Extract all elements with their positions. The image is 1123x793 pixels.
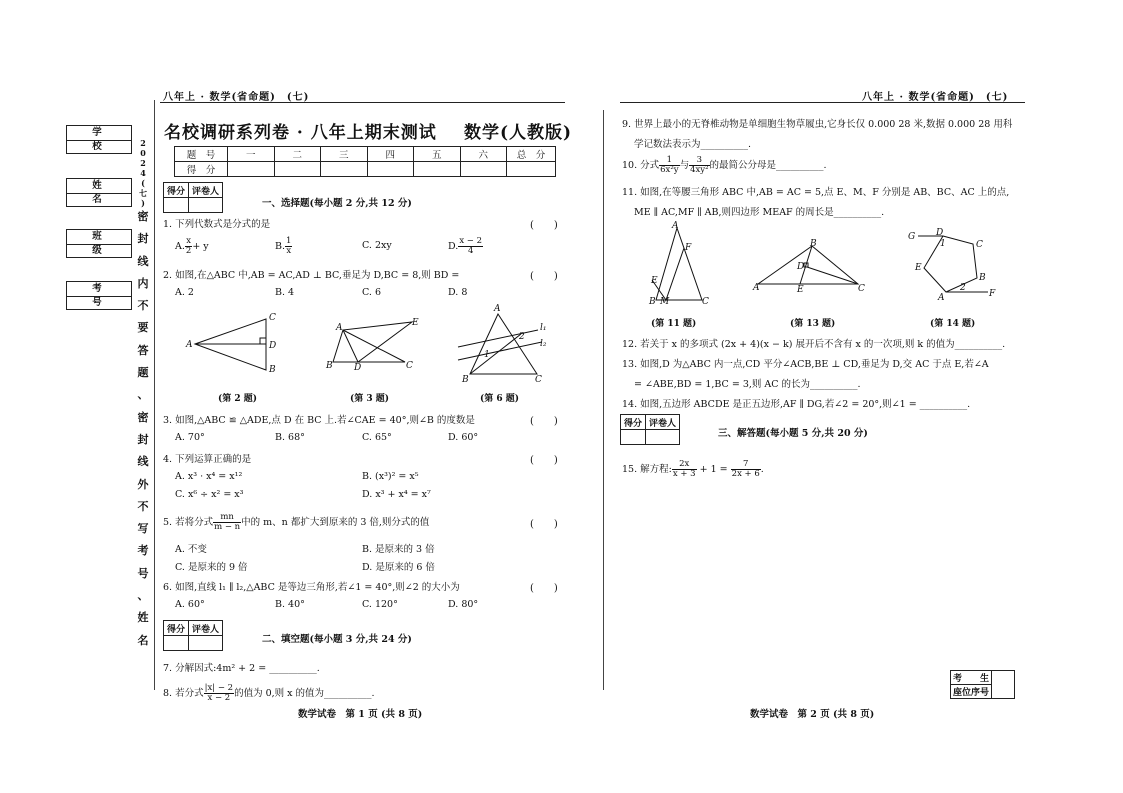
q14-label-b: B <box>979 273 986 283</box>
q1-option-d[interactable]: D. $\frac{x - 2}{4}$ <box>448 236 483 256</box>
q10-text[interactable]: 10. 分式 $\frac{1}{\text{6x²y}}$ 与 $\frac{3}{\text{4xy²}}$ 的最简公分母是__________. <box>622 155 827 175</box>
q3-option-c[interactable]: C. 65° <box>362 432 392 443</box>
q13-label-b: B <box>810 239 817 249</box>
q5-answer[interactable]: ( ) <box>530 519 558 530</box>
q14-label-a: A <box>938 293 945 303</box>
q11-label-c: C <box>702 297 709 307</box>
grader-box-2: 得分 评卷人 <box>163 620 223 651</box>
grader-box-1: 得分 评卷人 <box>163 182 223 213</box>
q6-label-a: A <box>494 304 501 314</box>
q3-label-c: C <box>406 361 413 371</box>
fig-caption-q11: (第 11 题) <box>651 319 697 329</box>
q4-option-a[interactable]: A. x³ · x⁴ = x¹² <box>175 471 243 482</box>
q2-option-a[interactable]: A. 2 <box>175 287 194 298</box>
exam-title: 名校调研系列卷 · 八年上期末测试 <box>164 123 437 143</box>
q2-label-d: D <box>269 341 277 351</box>
q2-text: 2. 如图,在△ABC 中,AB = AC,AD ⊥ BC,垂足为 D,BC = 8,则 BD = <box>163 270 460 281</box>
q6-label-l2: l₂ <box>540 339 547 349</box>
header-left: 八年上 · 数学(省命题) (七) <box>163 92 310 103</box>
subject-title: 数学(人教版) <box>464 123 573 143</box>
header-right-rule <box>620 102 1025 103</box>
fig-caption-q14: (第 14 题) <box>930 319 976 329</box>
q6-option-d[interactable]: D. 80° <box>448 599 479 610</box>
q8-text[interactable]: 8. 若分式 $\frac{|x| - 2}{x - 2}$ 的值为 0,则 x 的值为__________. <box>163 683 375 703</box>
q5-option-b[interactable]: B. 是原来的 3 倍 <box>362 544 435 555</box>
q2-option-c[interactable]: C. 6 <box>362 287 382 298</box>
fig-caption-q3: (第 3 题) <box>350 394 390 404</box>
q1-option-a[interactable]: A. $\frac{x}{2}$ + y <box>175 236 209 256</box>
q11-figure <box>652 228 702 300</box>
fig-caption-q2: (第 2 题) <box>218 394 258 404</box>
q7-text[interactable]: 7. 分解因式:4m² + 2 = __________. <box>163 663 320 674</box>
q14-label-e: E <box>915 263 922 273</box>
q14-label-angle2: 2 <box>960 283 966 293</box>
q6-option-a[interactable]: A. 60° <box>175 599 205 610</box>
q4-text: 4. 下列运算正确的是 <box>163 454 252 465</box>
q14-label-d: D <box>936 228 944 238</box>
q14-label-f: F <box>989 289 996 299</box>
q6-text: 6. 如图,直线 l₁ ∥ l₂,△ABC 是等边三角形,若∠1 = 40°,则∠2 的大小为 <box>163 582 460 593</box>
seal-line-text: 密 封 线 内 不 要 答 题 、 密 封 线 外 不 写 考 号 、 姓 名 <box>137 210 149 647</box>
footer-left: 数学试卷 第 1 页 (共 8 页) <box>298 709 423 720</box>
q2-answer[interactable]: ( ) <box>530 271 558 282</box>
year-vertical: 2 0 2 4 ( 七 ) <box>139 138 147 208</box>
score-table: 题 号 一 二 三 四 五 六 总 分 得 分 <box>174 146 556 177</box>
seat-number-box: 考 生 座位序号 <box>950 670 1015 699</box>
q1-option-b[interactable]: B. $\frac{1}{x}$ <box>275 236 292 256</box>
q5-option-a[interactable]: A. 不变 <box>175 544 207 555</box>
q13-label-a: A <box>753 283 760 293</box>
q4-option-b[interactable]: B. (x³)² = x⁵ <box>362 471 419 482</box>
q6-label-l1: l₁ <box>540 323 547 333</box>
exam-number-box[interactable]: 考 号 <box>66 281 132 310</box>
q11-label-f: F <box>685 243 692 253</box>
q13-label-d: D <box>797 262 805 272</box>
q13-line2[interactable]: = ∠ABE,BD = 1,BC = 3,则 AC 的长为__________. <box>634 379 861 390</box>
q5-text: 5. 若将分式 $\frac{mn}{m - n}$ 中的 m、n 都扩大到原来的 3 倍,则分式的值 <box>163 512 430 532</box>
q11-label-a: A <box>672 221 679 231</box>
q13-figure <box>758 246 858 284</box>
q13-label-e: E <box>797 285 804 295</box>
q1-option-c[interactable]: C. 2xy <box>362 240 392 251</box>
q13-line1: 13. 如图,D 为△ABC 内一点,CD 平分∠ACB,BE ⊥ CD,垂足为 D,交 AC 于点 E,若∠A <box>622 359 989 370</box>
q3-option-a[interactable]: A. 70° <box>175 432 205 443</box>
q2-label-c: C <box>269 313 276 323</box>
q3-label-b: B <box>326 361 333 371</box>
q4-answer[interactable]: ( ) <box>530 455 558 466</box>
school-box[interactable]: 学 校 <box>66 125 132 154</box>
q3-label-d: D <box>354 363 362 373</box>
page-divider <box>603 110 604 690</box>
q4-option-c[interactable]: C. x⁶ ÷ x² = x³ <box>175 489 244 500</box>
q5-option-d[interactable]: D. 是原来的 6 倍 <box>362 562 435 573</box>
q13-label-c: C <box>858 284 865 294</box>
figures-q2-q3-q6 <box>180 302 560 402</box>
q11-label-m: M <box>660 297 670 307</box>
section-3-title: 三、解答题(每小题 5 分,共 20 分) <box>718 428 868 439</box>
q9-line2[interactable]: 学记数法表示为__________. <box>634 139 752 150</box>
q6-option-c[interactable]: C. 120° <box>362 599 398 610</box>
q11-label-b: B <box>649 297 656 307</box>
q5-option-c[interactable]: C. 是原来的 9 倍 <box>175 562 248 573</box>
fig-caption-q13: (第 13 题) <box>790 319 836 329</box>
q3-answer[interactable]: ( ) <box>530 416 558 427</box>
section-1-title: 一、选择题(每小题 2 分,共 12 分) <box>262 198 412 209</box>
q2-label-b: B <box>269 365 276 375</box>
q14-label-g: G <box>908 232 916 242</box>
fig-caption-q6: (第 6 题) <box>480 394 520 404</box>
seal-line <box>154 100 155 690</box>
q9-line1: 9. 世界上最小的无脊椎动物是单细胞生物草履虫,它身长仅 0.000 28 米,数据 0.000 28 用科 <box>622 119 1013 130</box>
q11-label-e: E <box>651 276 658 286</box>
q3-option-d[interactable]: D. 60° <box>448 432 479 443</box>
q3-option-b[interactable]: B. 68° <box>275 432 305 443</box>
section-2-title: 二、填空题(每小题 3 分,共 24 分) <box>262 634 412 645</box>
q11-line1: 11. 如图,在等腰三角形 ABC 中,AB = AC = 5,点 E、M、F 分别是 AB、BC、AC 上的点, <box>622 187 1010 198</box>
header-right: 八年上 · 数学(省命题) (七) <box>862 92 1009 103</box>
q15-text: 15. 解方程: $\frac{2x}{x + 3}$ + 1 = $\frac{7}{2x + 6}$ . <box>622 459 764 479</box>
q11-line2[interactable]: ME ∥ AC,MF ∥ AB,则四边形 MEAF 的周长是__________. <box>634 207 885 218</box>
name-box[interactable]: 姓 名 <box>66 178 132 207</box>
q6-label-angle2: 2 <box>519 332 525 342</box>
q3-label-e: E <box>412 318 419 328</box>
q2-option-b[interactable]: B. 4 <box>275 287 295 298</box>
q14-text[interactable]: 14. 如图,五边形 ABCDE 是正五边形,AF ∥ DG,若∠2 = 20°,则∠1 = __________. <box>622 399 971 410</box>
q14-label-c: C <box>976 240 983 250</box>
q14-label-angle1: 1 <box>940 239 946 249</box>
footer-right: 数学试卷 第 2 页 (共 8 页) <box>750 709 875 720</box>
figures-q11-q13-q14 <box>640 220 1030 310</box>
q6-label-angle1: 1 <box>484 350 490 360</box>
q6-option-b[interactable]: B. 40° <box>275 599 305 610</box>
q1-answer[interactable]: ( ) <box>530 220 558 231</box>
q2-option-d[interactable]: D. 8 <box>448 287 468 298</box>
q6-answer[interactable]: ( ) <box>530 583 558 594</box>
q3-label-a: A <box>336 323 343 333</box>
q4-option-d[interactable]: D. x³ + x⁴ = x⁷ <box>362 489 431 500</box>
q3-figure <box>333 322 412 362</box>
q12-text[interactable]: 12. 若关于 x 的多项式 (2x + 4)(x − k) 展开后不含有 x 的一次项,则 k 的值为__________. <box>622 339 1006 350</box>
q1-text: 1. 下列代数式是分式的是 <box>163 219 271 230</box>
q2-label-a: A <box>186 340 193 350</box>
q6-label-b: B <box>462 375 469 385</box>
header-left-rule <box>160 102 565 103</box>
q6-figure <box>458 314 542 374</box>
class-box[interactable]: 班 级 <box>66 229 132 258</box>
q3-text: 3. 如图,△ABC ≌ △ADE,点 D 在 BC 上.若∠CAE = 40°,则∠B 的度数是 <box>163 415 475 426</box>
grader-box-3: 得分 评卷人 <box>620 414 680 445</box>
q2-figure <box>195 319 266 370</box>
q6-label-c: C <box>535 375 542 385</box>
